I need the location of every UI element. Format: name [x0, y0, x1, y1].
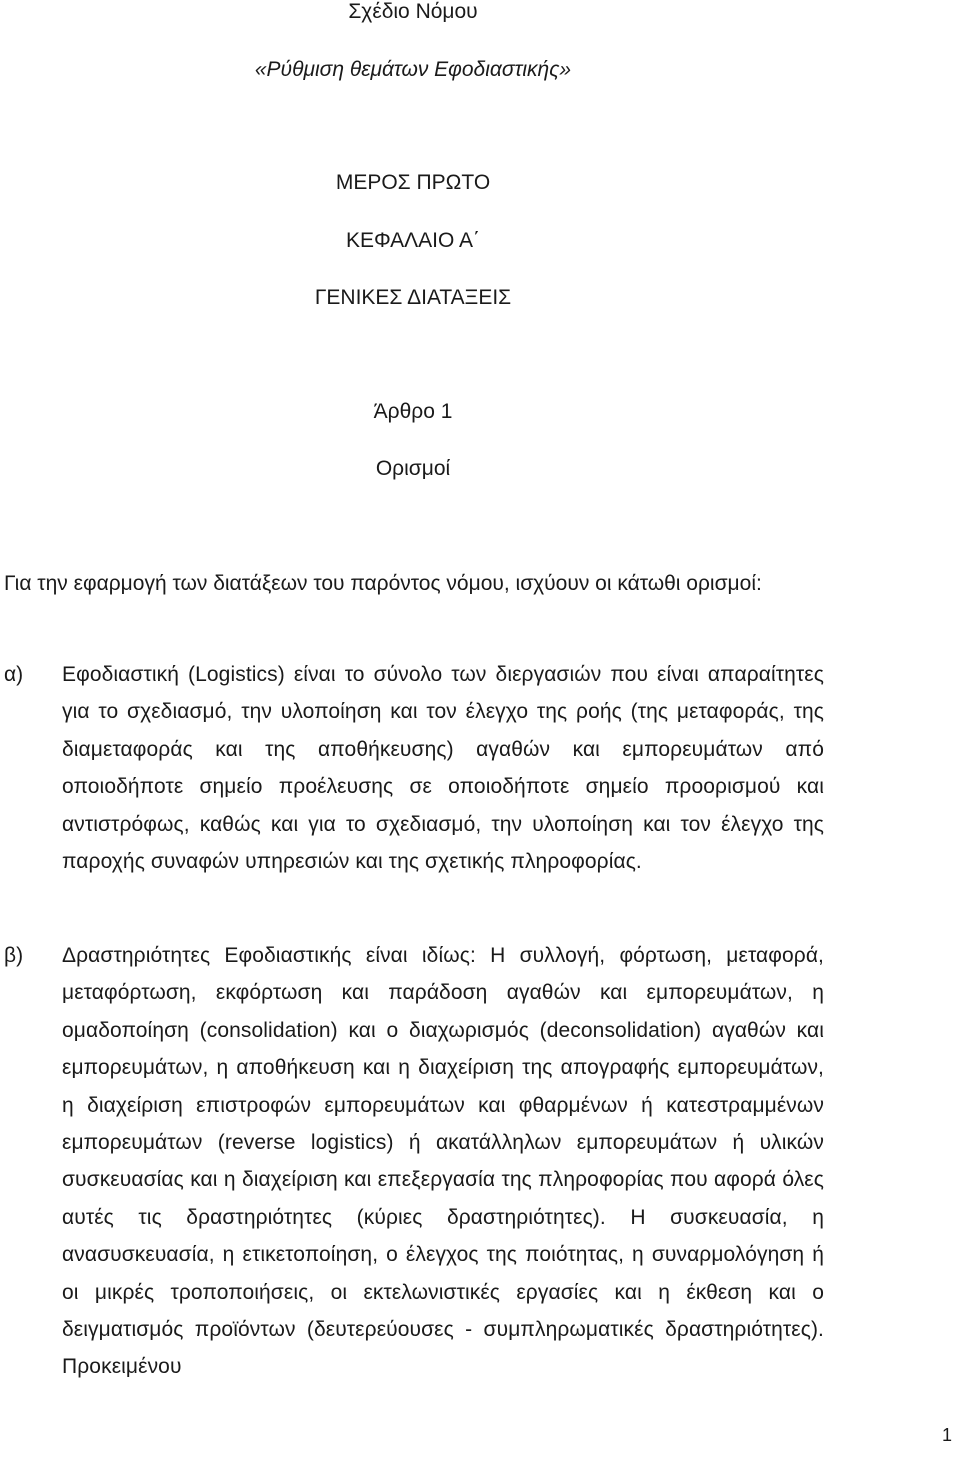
bill-subtitle: «Ρύθμιση θεμάτων Εφοδιαστικής»	[254, 58, 572, 81]
article-title: Ορισμοί	[375, 457, 451, 480]
chapter-title: ΓΕΝΙΚΕΣ ΔΙΑΤΑΞΕΙΣ	[314, 286, 512, 309]
definition-text: Εφοδιαστική (Logistics) είναι το σύνολο των διεργασιών που είναι απαραίτητες για το σχεδιασμό, την υλοποίηση και τον έλεγχο της ροής (της μεταφοράς, της διαμεταφοράς και της αποθήκευσης) αγαθών και εμπορευμάτων από οποιοδήποτε σημείο προέλευσης σε οποιοδήποτε σημείο προορισμού και αντιστρόφως, καθώς και για το σχεδιασμό, την υλοποίηση και τον έλεγχο της παροχής συναφών υπηρεσιών και της σχετικής πληροφορίας.	[62, 663, 824, 874]
definition-text: Δραστηριότητες Εφοδιαστικής είναι ιδίως: Η συλλογή, φόρτωση, μεταφορά, μεταφόρτωση, εκφόρτωση και παράδοση αγαθών και εμπορευμάτων, η ομαδοποίηση (consolidation) και ο διαχωρισμός (deconsolidation) αγαθών και εμπορευμάτων, η αποθήκευση και η διαχείριση της απογραφής εμπορευμάτων, η διαχείριση επιστροφών εμπορευμάτων και φθαρμένων ή κατεστραμμένων εμπορευμάτων (reverse logistics) ή ακατάλληλων εμπορευμάτων ή υλικών συσκευασίας και η διαχείριση και επεξεργασία της πληροφορίας που αφορά όλες αυτές τις δραστηριότητες (κύριες δραστηριότητες). Η συσκευασία, η ανασυσκευασία, η ετικετοποίηση, ο έλεγχος της ποιότητας, η συναρμολόγηση ή οι μικρές τροποποιήσεις, οι εκτελωνιστικές εργασίες και η έκθεση και ο δειγματισμός προϊόντων (δευτερεύουσες - συμπληρωματικές δραστηριότητες). Προκειμένου	[62, 944, 824, 1379]
definition-label: β)	[4, 944, 24, 967]
page-number: 1	[941, 1425, 952, 1445]
bill-title: Σχέδιο Νόμου	[348, 0, 478, 23]
intro-paragraph: Για την εφαρμογή των διατάξεων του παρόντος νόμου, ισχύουν οι κάτωθι ορισμοί:	[4, 572, 762, 595]
chapter-heading: ΚΕΦΑΛΑΙΟ Α΄	[345, 229, 481, 252]
definition-label: α)	[4, 663, 24, 686]
part-heading: ΜΕΡΟΣ ΠΡΩΤΟ	[335, 171, 491, 194]
article-heading: Άρθρο 1	[373, 400, 453, 423]
